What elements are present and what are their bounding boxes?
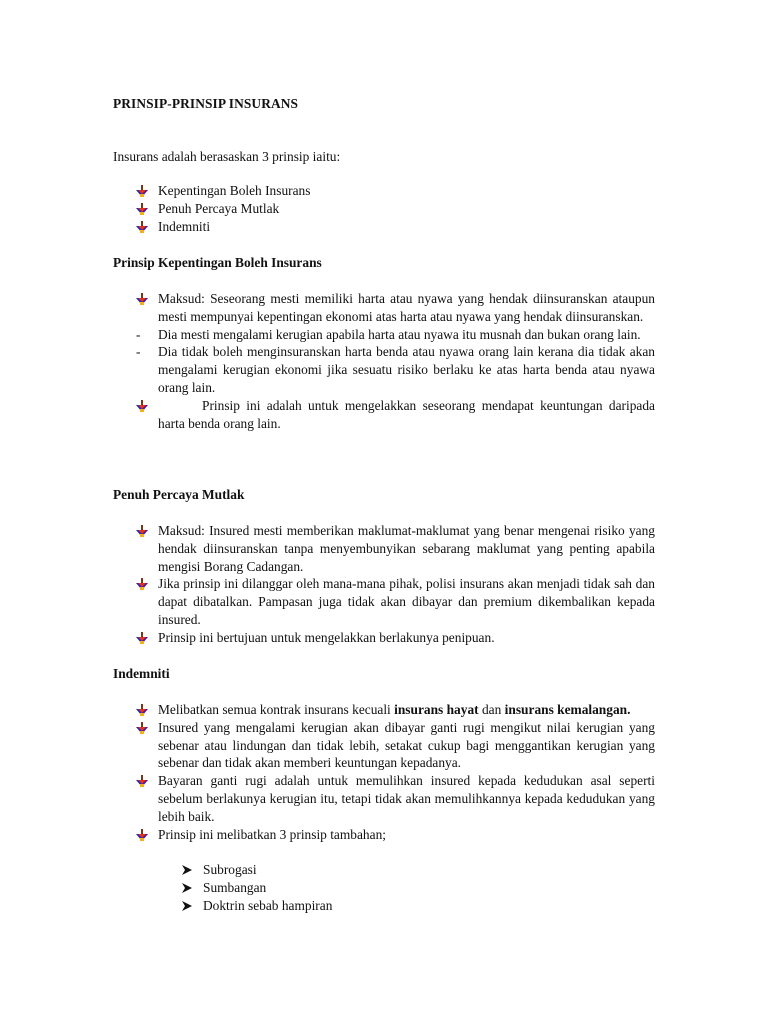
arrow-bullet-icon bbox=[181, 882, 193, 894]
sublist-item: Subrogasi bbox=[0, 861, 768, 879]
intro-text: Insurans adalah berasaskan 3 prinsip iaitu: bbox=[113, 149, 341, 164]
sublist-item: Sumbangan bbox=[0, 879, 768, 897]
pin-bullet-icon bbox=[135, 704, 149, 717]
pin-bullet-icon bbox=[135, 829, 149, 842]
pin-bullet-icon bbox=[135, 525, 149, 538]
section-heading-penuh-percaya: Penuh Percaya Mutlak bbox=[113, 487, 245, 502]
penuh-percaya-list bbox=[0, 522, 768, 647]
list-item: Maksud: Seseorang mesti memiliki harta atau nyawa yang hendak diinsuranskan ataupun mesti mempunyai kepentingan ekonomi atas harta atau nyawa yang hendak diinsuranskan. bbox=[0, 290, 768, 326]
section-heading-kepentingan: Prinsip Kepentingan Boleh Insurans bbox=[113, 255, 322, 270]
list-item: Maksud: Insured mesti memberikan maklumat-maklumat yang benar mengenai risiko yang hendak diinsuranskan tanpa menyembunyikan sebarang maklumat yang penting apabila mengisi Borang Cadangan. bbox=[0, 522, 768, 575]
pin-bullet-icon bbox=[135, 185, 149, 198]
pin-bullet-icon bbox=[135, 221, 149, 234]
kepentingan-list bbox=[0, 290, 768, 432]
section-heading-indemniti: Indemniti bbox=[113, 666, 170, 681]
list-item: Indemniti bbox=[0, 218, 768, 236]
pin-bullet-icon bbox=[135, 293, 149, 306]
page-title: PRINSIP-PRINSIP INSURANS bbox=[113, 96, 299, 111]
list-item: Jika prinsip ini dilanggar oleh mana-mana pihak, polisi insurans akan menjadi tidak sah dan dapat dibatalkan. Pampasan juga tidak akan dibayar dan premium dikembalikan kepada insured. bbox=[0, 575, 768, 628]
list-item: - Dia mesti mengalami kerugian apabila harta atau nyawa itu musnah dan bukan orang lain. bbox=[136, 326, 641, 342]
sublist-item: Doktrin sebab hampiran bbox=[0, 897, 768, 915]
list-item: Kepentingan Boleh Insurans bbox=[0, 182, 768, 200]
tambahan-sublist bbox=[0, 861, 768, 914]
arrow-bullet-icon bbox=[181, 864, 193, 876]
dash-bullet: - bbox=[136, 326, 141, 342]
list-item: Melibatkan semua kontrak insurans kecuali insurans hayat dan insurans kemalangan. bbox=[0, 701, 768, 719]
pin-bullet-icon bbox=[135, 400, 149, 413]
pin-bullet-icon bbox=[135, 722, 149, 735]
pin-bullet-icon bbox=[135, 578, 149, 591]
list-item: Insured yang mengalami kerugian akan dibayar ganti rugi mengikut nilai kerugian yang sebenar atau lindungan dan tidak lebih, setakat cukup bagi menggantikan kerugian yang sebenar dan tidak akan memberi keuntungan kepadanya. bbox=[0, 719, 768, 772]
list-item: Penuh Percaya Mutlak bbox=[0, 200, 768, 218]
dash-bullet: - bbox=[136, 344, 141, 360]
list-item: Bayaran ganti rugi adalah untuk memulihkan insured kepada kedudukan asal seperti sebelum berlakunya kerugian itu, tetapi tidak akan memulihkannya kepada kedudukan yang lebih baik. bbox=[0, 772, 768, 825]
list-item: Prinsip ini adalah untuk mengelakkan seseorang mendapat keuntungan daripada harta benda orang lain. bbox=[0, 397, 768, 433]
principles-list bbox=[0, 182, 768, 235]
pin-bullet-icon bbox=[135, 775, 149, 788]
indemniti-list bbox=[0, 701, 768, 843]
pin-bullet-icon bbox=[135, 632, 149, 645]
list-item: Prinsip ini melibatkan 3 prinsip tambahan; bbox=[0, 826, 768, 844]
list-item: Prinsip ini bertujuan untuk mengelakkan berlakunya penipuan. bbox=[0, 629, 768, 647]
arrow-bullet-icon bbox=[181, 900, 193, 912]
list-item: - Dia tidak boleh menginsuranskan harta benda atau nyawa orang lain kerana dia tidak akan mengalami kerugian ekonomi jika sesuatu risiko berlaku ke atas harta benda atau nyawa orang lain. bbox=[136, 344, 655, 395]
pin-bullet-icon bbox=[135, 203, 149, 216]
